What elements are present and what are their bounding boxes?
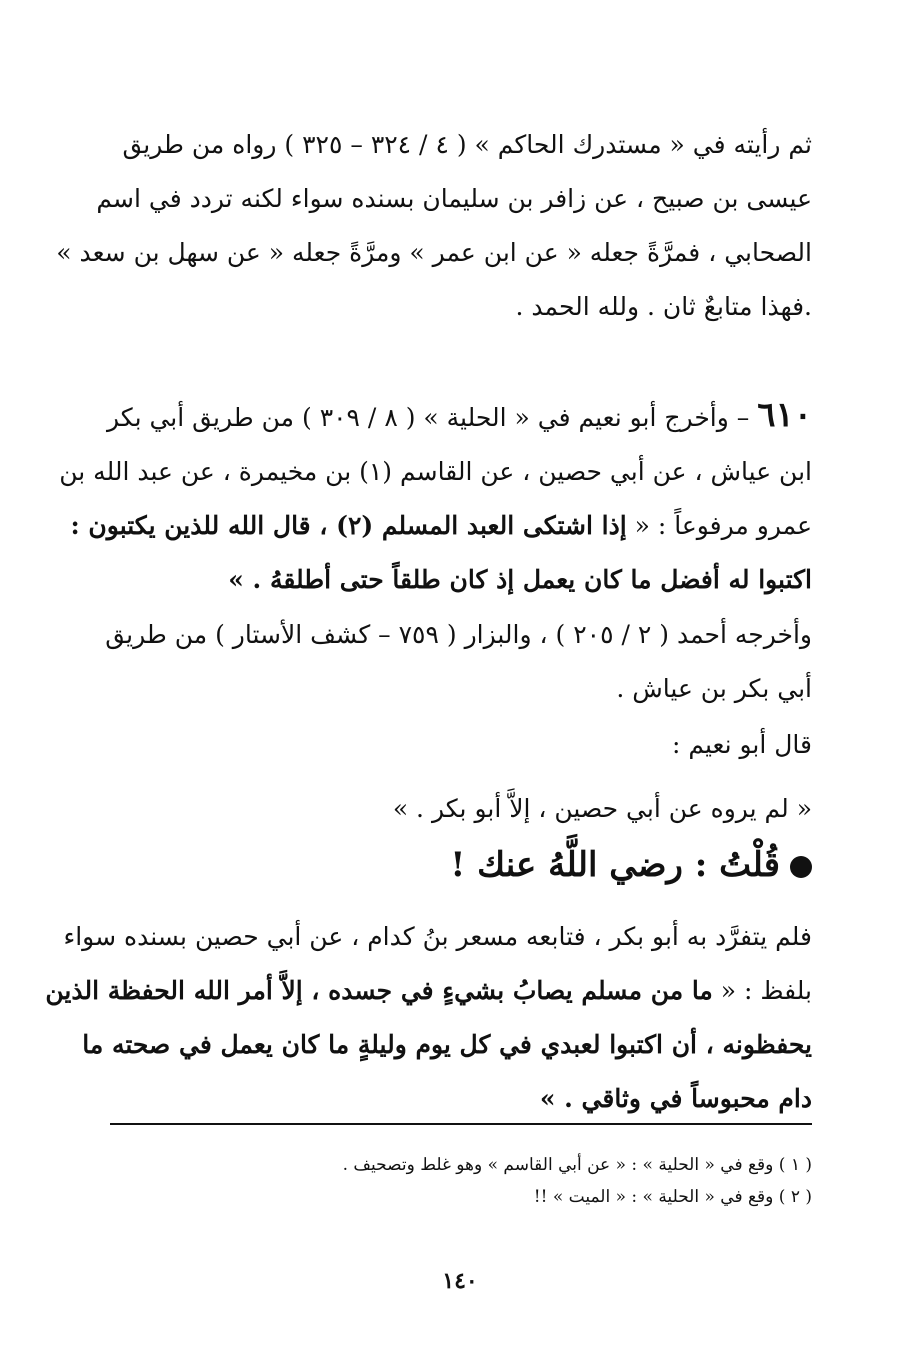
footnote-divider: [110, 1123, 812, 1125]
paragraph-2: [90, 608, 812, 716]
paragraph-line: وأخرجه أحمد ( ٢ / ٢٠٥ ) ، والبزار ( ٧٥٩ – كشف الأستار ) من طريق: [105, 620, 812, 649]
heading-text: قُلْتُ : رضي اللَّهُ عنك !: [450, 845, 780, 885]
quote-block: [90, 718, 812, 836]
quote-intro: قال أبو نعيم :: [671, 730, 812, 759]
paragraph-3: [45, 910, 812, 1126]
hadith-text-bold: إذا اشتكى العبد المسلم (٢) ، قال الله للذين يكتبون :: [70, 511, 627, 540]
hadith-line-1-text: – وأخرج أبو نعيم في « الحلية » ( ٨ / ٣٠٩ ) من طريق أبي بكر: [106, 403, 758, 432]
paragraph-3-line-2-bold: ما من مسلم يصابُ بشيءٍ في جسده ، إلاَّ أمر الله الحفظة الذين: [45, 976, 713, 1005]
hadith-line-4: اكتبوا له أفضل ما كان يعمل إذ كان طلقاً حتى أطلقهُ . »: [228, 565, 812, 594]
paragraph-line: عيسى بن صبيح ، عن زافر بن سليمان بسنده سواء لكنه تردد في اسم: [96, 184, 812, 213]
hadith-610: [59, 388, 812, 607]
paragraph-line: .فهذا متابعٌ ثان . ولله الحمد .: [515, 292, 812, 321]
bullet-icon: [790, 856, 812, 878]
paragraph-3-line-4: دام محبوساً في وثاقي . »: [539, 1084, 812, 1113]
paragraph-3-line-1: فلم يتفرَّد به أبو بكر ، فتابعه مسعر بنُ كدام ، عن أبي حصين بسنده سواء: [63, 922, 812, 951]
hadith-line-1: [90, 388, 812, 445]
paragraph-1: [56, 118, 812, 334]
heading-line: [90, 838, 812, 892]
paragraph-3-line-2-plain: بلفظ : «: [712, 976, 812, 1005]
paragraph-line: ثم رأيته في « مستدرك الحاكم » ( ٤ / ٣٢٤ – ٣٢٥ ) رواه من طريق: [122, 130, 812, 159]
hadith-number: ٦١٠: [757, 395, 812, 435]
hadith-line-3-plain: عمرو مرفوعاً : «: [626, 511, 812, 540]
footnote-1: ( ١ ) وقع في « الحلية » : « عن أبي القاسم » وهو غلط وتصحيف .: [342, 1155, 812, 1175]
footnote-2: ( ٢ ) وقع في « الحلية » : « الميت » !!: [533, 1187, 812, 1207]
paragraph-line: الصحابي ، فمرَّةً جعله « عن ابن عمر » ومرَّةً جعله « عن سهل بن سعد »: [56, 238, 812, 267]
paragraph-3-line-3: يحفظونه ، أن اكتبوا لعبدي في كل يوم وليلةٍ ما كان يعمل في صحته ما: [82, 1030, 812, 1059]
hadith-line-3: [70, 499, 812, 553]
hadith-line-2: ابن عياش ، عن أبي حصين ، عن القاسم (١) بن مخيمرة ، عن عبد الله بن: [59, 457, 812, 486]
quote-text: « لم يروه عن أبي حصين ، إلاَّ أبو بكر . »: [392, 794, 812, 823]
paragraph-line: أبي بكر بن عياش .: [616, 674, 812, 703]
section-heading: [90, 838, 812, 892]
page-number: ١٤٠: [442, 1268, 478, 1294]
paragraph-3-line-2: [45, 964, 812, 1018]
